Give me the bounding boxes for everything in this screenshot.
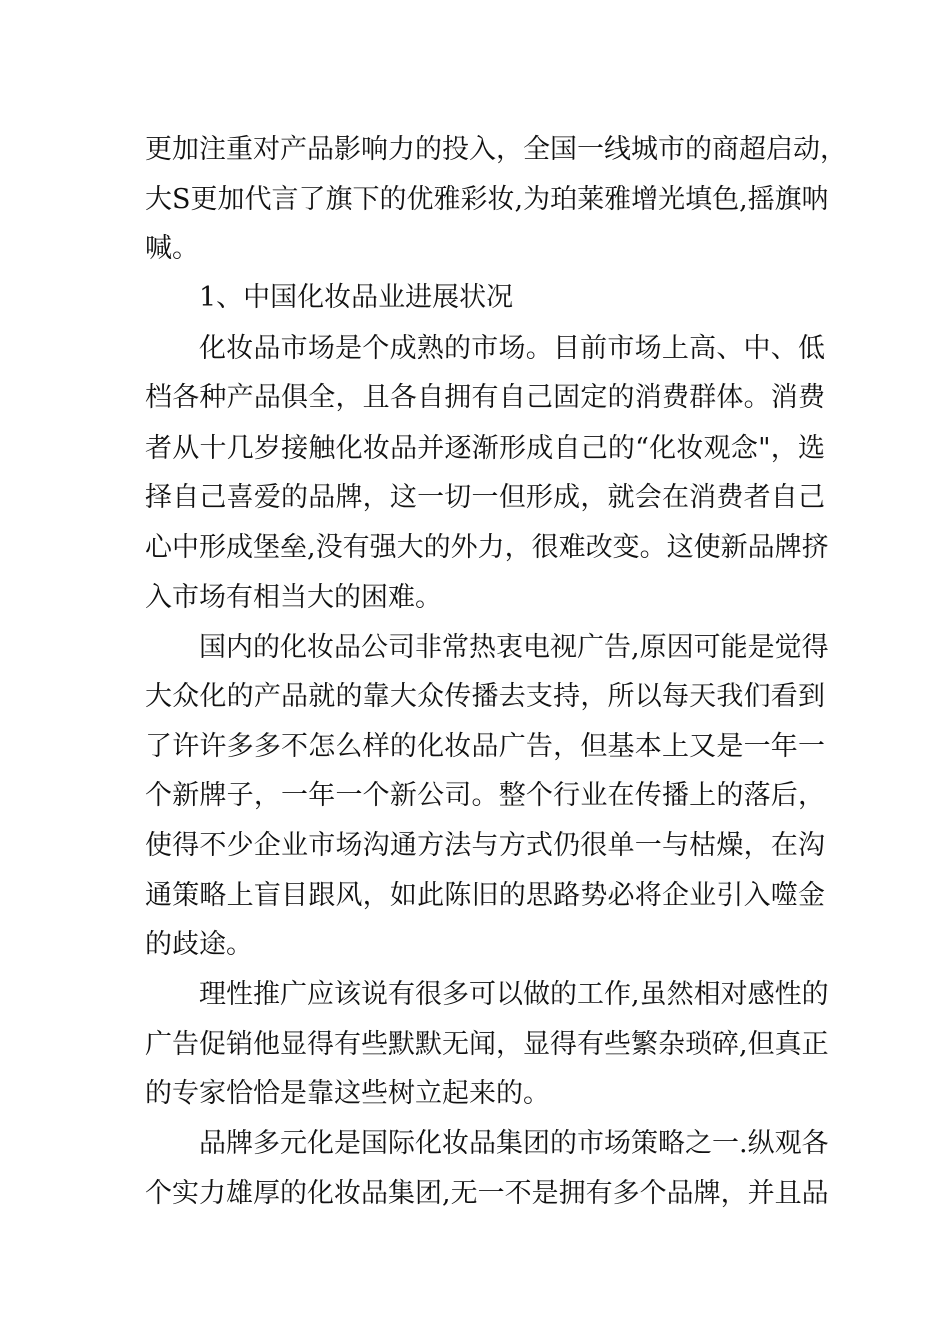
paragraph-line: 更加注重对产品影响力的投入，全国一线城市的商超启动， [145,134,847,165]
paragraph-line: 喊。 [145,233,199,264]
paragraph-line: 择自己喜爱的品牌，这一切一但形成，就会在消费者自己 [145,482,825,513]
paragraph-line: 国内的化妆品公司非常热衷电视广告,原因可能是觉得 [199,632,829,663]
paragraph-line: 入市场有相当大的困难。 [145,582,442,613]
paragraph-line: 的歧途。 [145,929,253,960]
paragraph-line: 大S更加代言了旗下的优雅彩妆,为珀莱雅增光填色,摇旗呐 [145,184,829,215]
paragraph-line: 化妆品市场是个成熟的市场。目前市场上高、中、低 [199,333,825,364]
paragraph-line: 广告促销他显得有些默默无闻，显得有些繁杂琐碎,但真正 [145,1029,829,1060]
paragraph-line: 档各种产品俱全，且各自拥有自己固定的消费群体。消费 [145,382,825,413]
paragraph-line: 的专家恰恰是靠这些树立起来的。 [145,1078,550,1109]
paragraph-line: 理性推广应该说有很多可以做的工作,虽然相对感性的 [199,979,829,1010]
paragraph-line: 通策略上盲目跟风，如此陈旧的思路势必将企业引入噬金 [145,880,825,911]
paragraph-line: 个新牌子，一年一个新公司。整个行业在传播上的落后， [145,780,825,811]
paragraph-line: 了许许多多不怎么样的化妆品广告，但基本上又是一年一 [145,731,825,762]
paragraph-line: 大众化的产品就的靠大众传播去支持，所以每天我们看到 [145,681,825,712]
paragraph-line: 使得不少企业市场沟通方法与方式仍很单一与枯燥，在沟 [145,830,825,861]
paragraph-line: 者从十几岁接触化妆品并逐渐形成自己的“化妆观念"，选 [145,433,825,464]
section-heading: 1、中国化妆品业进展状况 [199,282,514,313]
paragraph-line: 品牌多元化是国际化妆品集团的市场策略之一.纵观各 [199,1128,829,1159]
paragraph-line: 个实力雄厚的化妆品集团,无一不是拥有多个品牌，并且品 [145,1178,829,1209]
paragraph-line: 心中形成堡垒,没有强大的外力，很难改变。这使新品牌挤 [145,532,829,563]
